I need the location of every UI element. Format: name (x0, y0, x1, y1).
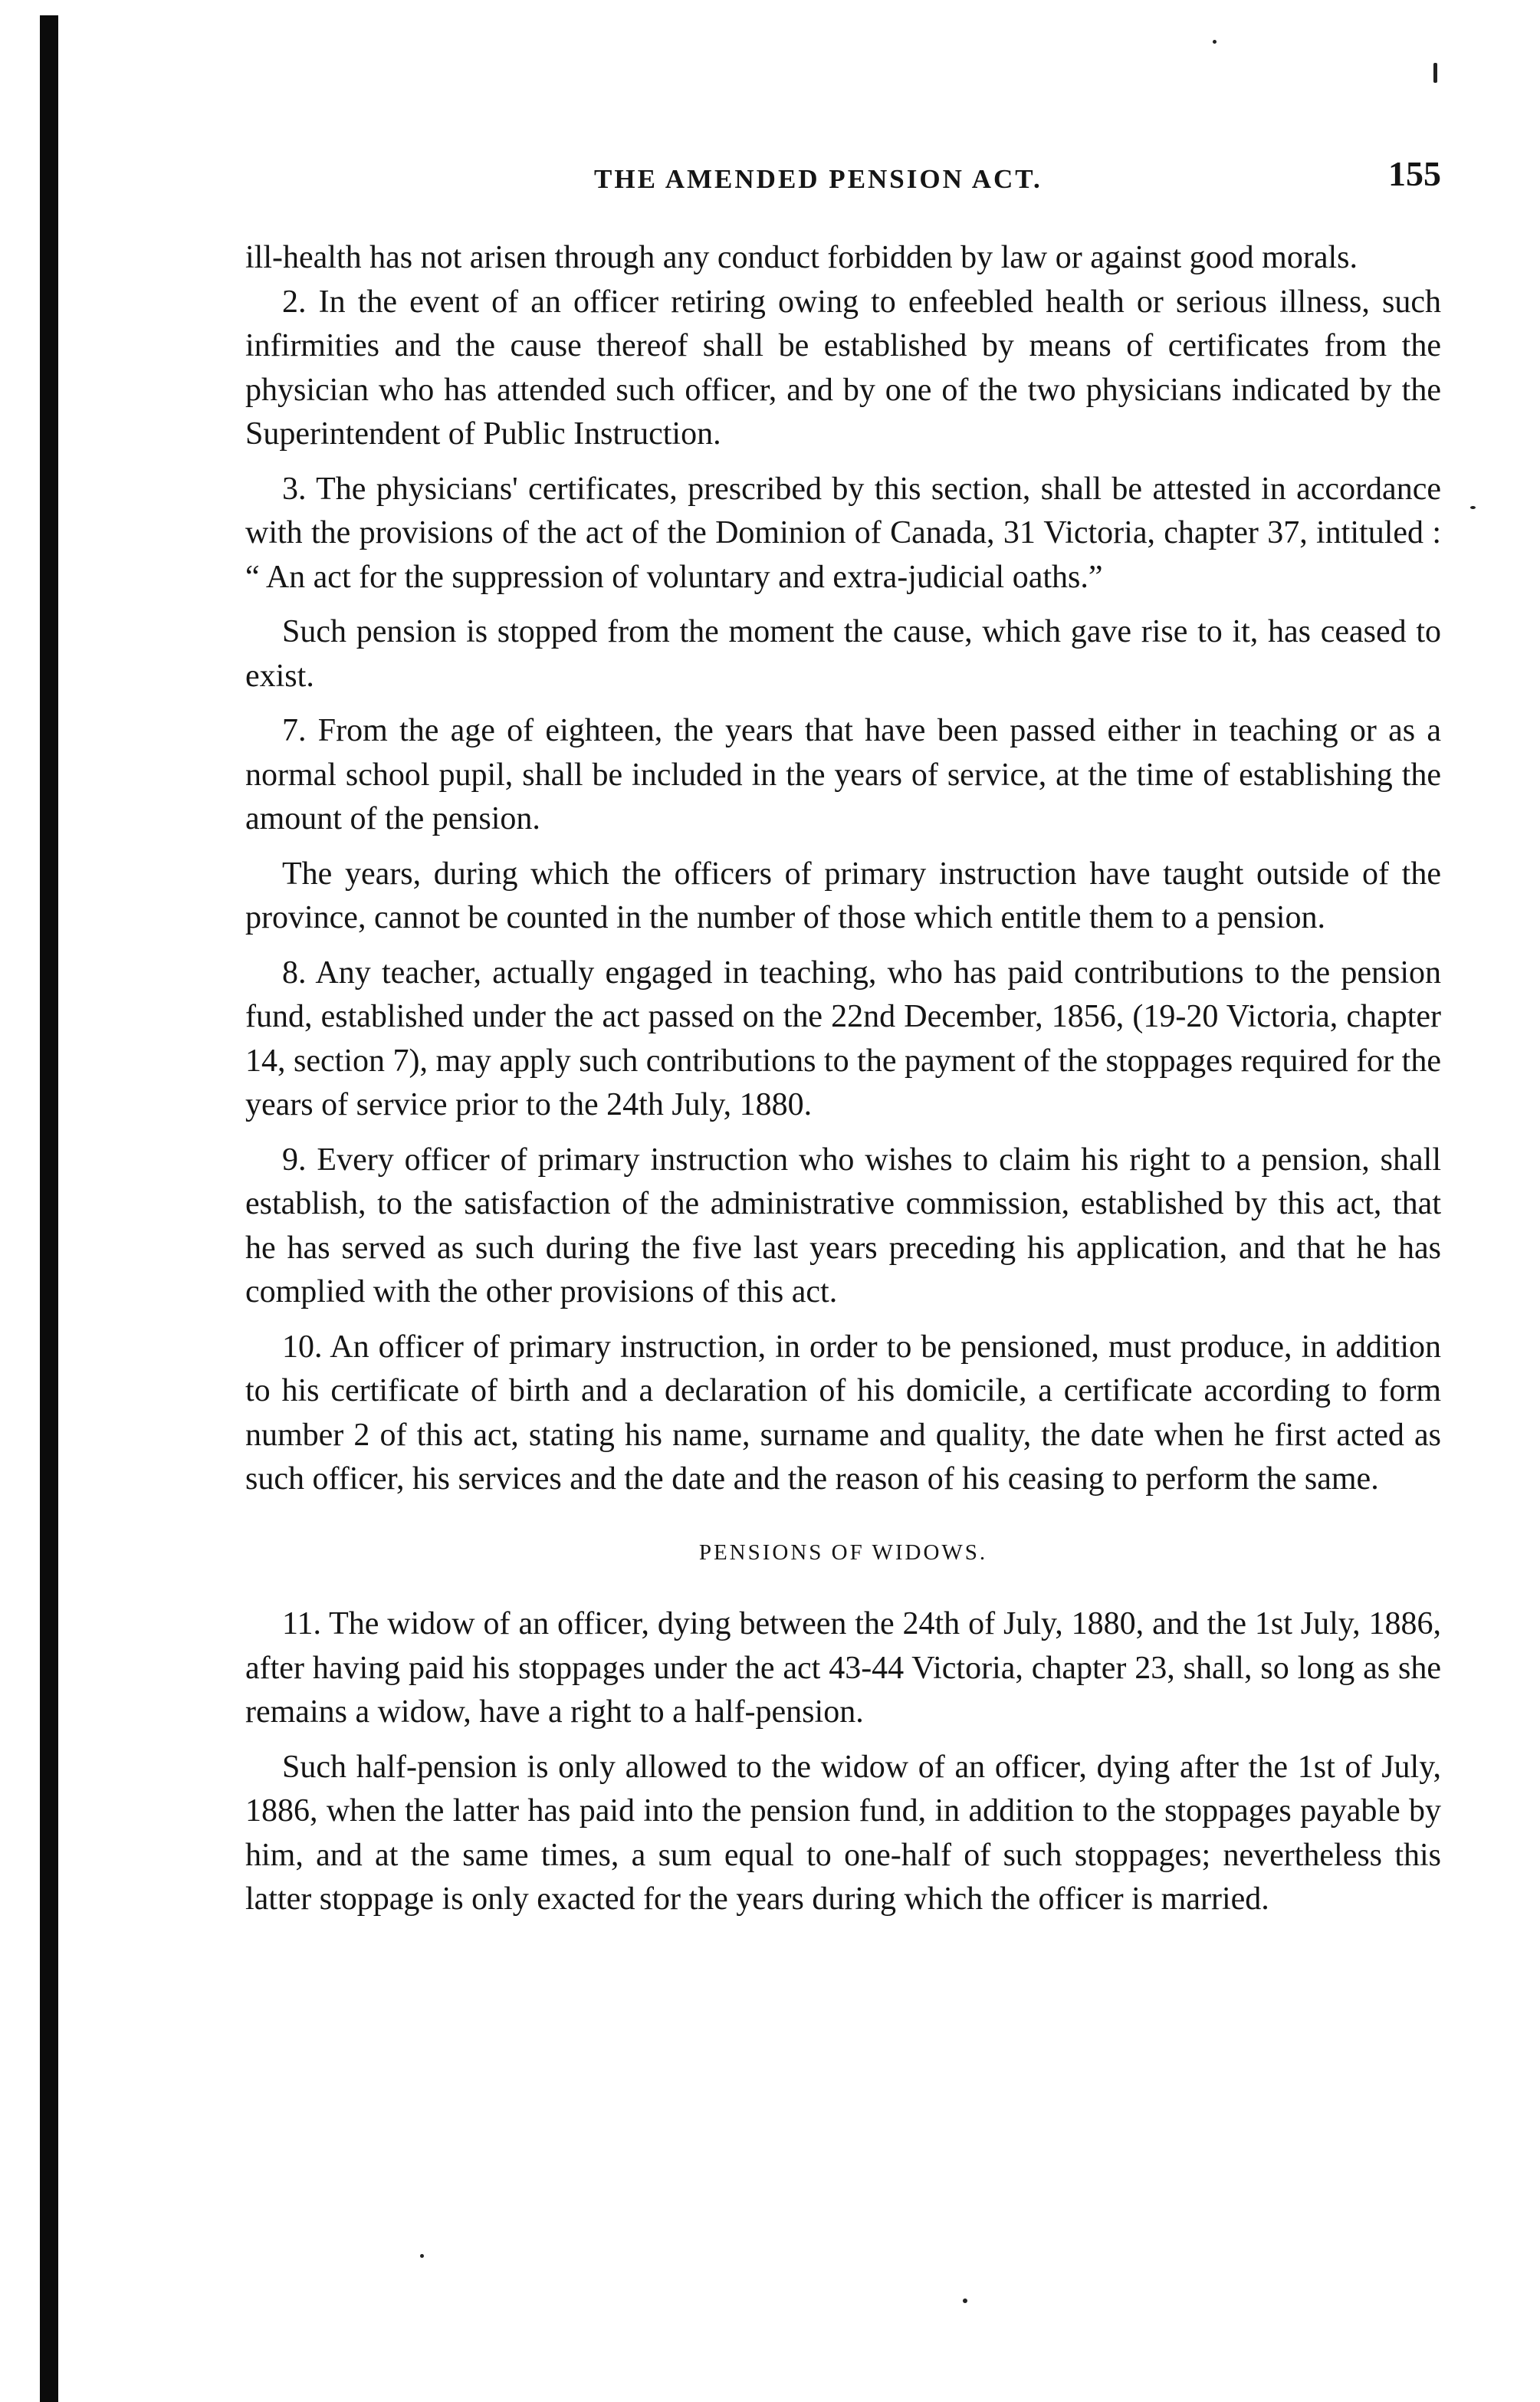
section-heading: PENSIONS OF WIDOWS. (698, 1539, 988, 1565)
scan-speck (963, 2298, 967, 2303)
scan-binding-edge (0, 0, 69, 2402)
scan-speck (1433, 63, 1437, 83)
page-number: 155 (1388, 154, 1441, 193)
paragraph-section-2: 2. In the event of an officer retiring owing to enfeebled health or serious illness, such infirmities and the cause thereof shall be established by means of certificates from the physician who has attended such officer, and by one of the two physicians indicated by the Superintendent of Public Instruction. (245, 284, 1441, 452)
book-page (245, 153, 1441, 1922)
paragraph-half-pension: Such half-pension is only allowed to the widow of an officer, dying after the 1st of July, 1886, when the latter has paid into the pension fund, in addition to the stoppages payable by him, and at the same times, a sum equal to one-half of such stoppages; nevertheless this latter stoppage is only exacted for the years during which the officer is married. (245, 1749, 1441, 1917)
paragraph-section-7: 7. From the age of eighteen, the years that have been passed either in teaching or as a normal school pupil, shall be included in the years of service, at the time of establishing the amount of the pension. (245, 713, 1441, 836)
scan-speck (1470, 506, 1476, 509)
scan-speck (420, 2254, 424, 2258)
running-header (245, 153, 1441, 199)
paragraph-section-8: 8. Any teacher, actually engaged in teaching, who has paid contributions to the pension fund, established under the act passed on the 22nd December, 1856, (19-20 Victoria, chapter 14, section 7), may apply such contributions to the payment of the stoppages required for the years of service prior to the 24th July, 1880. (245, 955, 1441, 1122)
running-title: THE AMENDED PENSION ACT. (594, 164, 1043, 194)
paragraph-continued: ill-health has not arisen through any conduct forbidden by law or against good morals. (245, 240, 1358, 275)
scan-speck (1213, 40, 1217, 44)
paragraph-section-10: 10. An officer of primary instruction, in order to be pensioned, must produce, in addition to his certificate of birth and a declaration of his domicile, a certificate according to form number 2 of this act, stating his name, surname and quality, the date when he first acted as such officer, his services and the date and the reason of his ceasing to perform the same. (245, 1329, 1441, 1497)
paragraph-years-outside-province: The years, during which the officers of primary instruction have taught outside of the province, cannot be counted in the number of those which entitle them to a pension. (245, 856, 1441, 935)
page-body (245, 236, 1441, 1922)
paragraph-section-11: 11. The widow of an officer, dying between the 24th of July, 1880, and the 1st July, 1886, after having paid his stoppages under the act 43-44 Victoria, chapter 23, shall, so long as she remains a widow, have a right to a half-pension. (245, 1606, 1441, 1730)
paragraph-pension-stopped: Such pension is stopped from the moment the cause, which gave rise to it, has ceased to exist. (245, 614, 1441, 694)
paragraph-section-9: 9. Every officer of primary instruction who wishes to claim his right to a pension, shall establish, to the satisfaction of the administrative commission, established by this act, that he has served as such during the five last years preceding his application, and that he has complied with the other provisions of this act. (245, 1142, 1441, 1309)
paragraph-section-3: 3. The physicians' certificates, prescribed by this section, shall be attested in accordance with the provisions of the act of the Dominion of Canada, 31 Victoria, chapter 37, intituled : “ An act for the suppression of voluntary and extra-judicial oaths.” (245, 471, 1441, 595)
